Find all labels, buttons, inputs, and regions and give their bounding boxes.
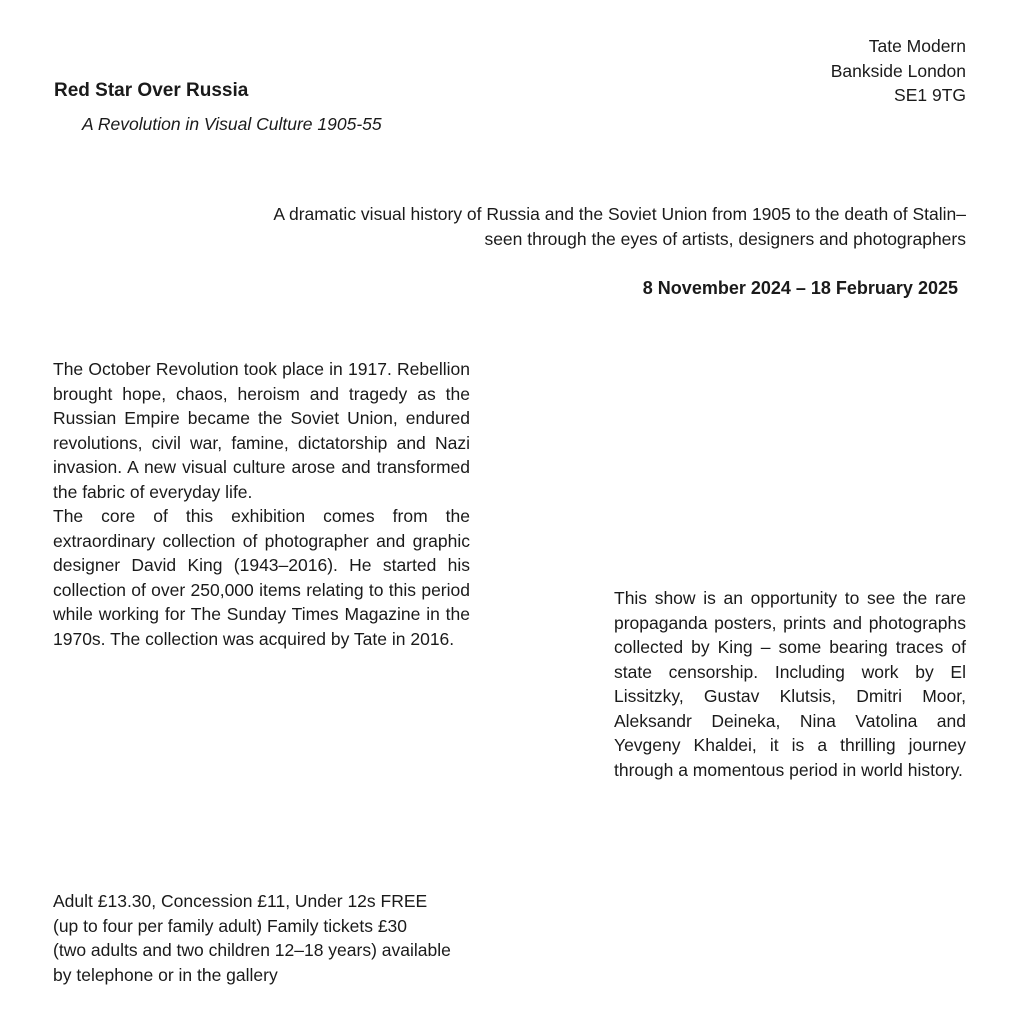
ticket-line-3: (two adults and two children 12–18 years) available [53,940,451,960]
exhibition-subtitle: A Revolution in Visual Culture 1905-55 [82,114,382,134]
venue-address [666,34,966,108]
address-line-street: Bankside London [830,60,966,81]
address-line-venue: Tate Modern [868,36,966,56]
exhibition-title: Red Star Over Russia [54,80,249,101]
left-column [53,357,470,651]
ticket-line-4: by telephone or in the gallery [53,964,278,985]
exhibition-dates: 8 November 2024 – 18 February 2025 [642,278,958,298]
revolution-paragraph: The October Revolution took place in 1917. Rebellion brought hope, chaos, heroism and tragedy as the Russian Empire became the Soviet Union, endured revolutions, civil war, famine, dictatorship and Nazi invasion. A new visual culture arose and transformed the fabric of everyday life. [53,359,470,502]
ticket-line-2: (up to four per family adult) Family tickets £30 [53,915,408,936]
ticket-info [53,889,513,987]
address-line-postcode: SE1 9TG [894,85,966,105]
tagline-line-1: A dramatic visual history of Russia and the Soviet Union from 1905 to the death of Stalin– [273,204,966,224]
right-column [614,586,966,782]
show-paragraph: This show is an opportunity to see the rare propaganda posters, prints and photographs collected by King – some bearing traces of state censorship. Including work by El Lissitzky, Gustav Klutsis, Dmitri Moor, Aleksandr Deineka, Nina Vatolina and Yevgeny Khaldei, it is a thrilling journey through a momentous period in world history. [614,588,966,780]
ticket-line-1: Adult £13.30, Concession £11, Under 12s FREE [53,891,428,911]
collection-paragraph: The core of this exhibition comes from the extraordinary collection of photographer and graphic designer David King (1943–2016). He started his collection of over 250,000 items relating to this period while working for The Sunday Times Magazine in the 1970s. The collection was acquired by Tate in 2016. [53,506,470,649]
tagline-line-2: seen through the eyes of artists, designers and photographers [484,228,966,249]
exhibition-tagline [166,202,966,251]
